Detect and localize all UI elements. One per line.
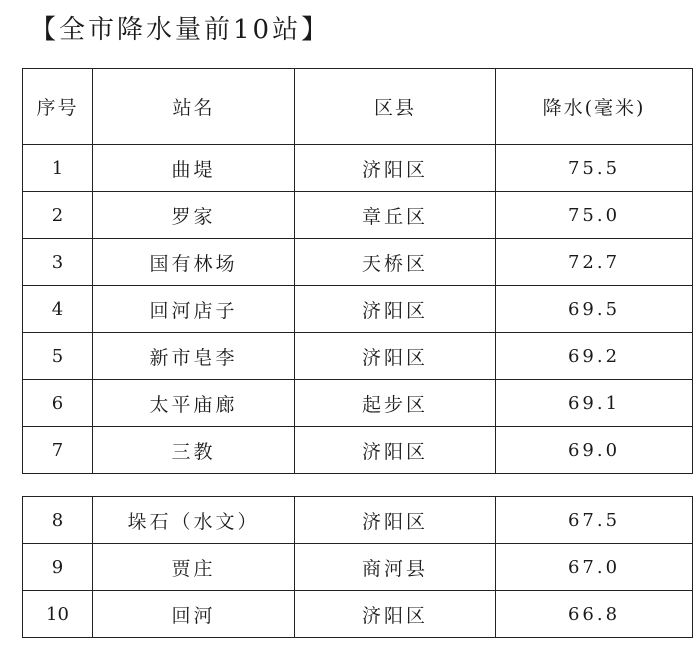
row-index: 1	[23, 145, 93, 192]
row-county: 济阳区	[295, 497, 496, 544]
page-title: 【全市降水量前10站】	[30, 15, 331, 45]
row-index: 3	[23, 239, 93, 286]
row-index: 4	[23, 286, 93, 333]
row-rainfall: 75.0	[496, 192, 693, 239]
row-station: 曲堤	[93, 145, 295, 192]
row-index: 9	[23, 544, 93, 591]
row-station: 国有林场	[93, 239, 295, 286]
row-index: 8	[23, 497, 93, 544]
table-row	[23, 145, 693, 192]
row-index: 5	[23, 333, 93, 380]
row-rainfall: 69.1	[496, 380, 693, 427]
row-county: 章丘区	[295, 192, 496, 239]
row-county: 天桥区	[295, 239, 496, 286]
rainfall-table-continued	[22, 496, 693, 638]
row-county: 济阳区	[295, 591, 496, 638]
table-row	[23, 497, 693, 544]
row-county: 济阳区	[295, 427, 496, 474]
row-index: 10	[23, 591, 93, 638]
row-rainfall: 75.5	[496, 145, 693, 192]
row-station: 罗家	[93, 192, 295, 239]
row-index: 7	[23, 427, 93, 474]
row-station: 新市皂李	[93, 333, 295, 380]
table-row	[23, 380, 693, 427]
row-county: 济阳区	[295, 333, 496, 380]
row-station: 太平庙廊	[93, 380, 295, 427]
row-station: 贾庄	[93, 544, 295, 591]
table-row	[23, 333, 693, 380]
row-rainfall: 72.7	[496, 239, 693, 286]
row-station: 垛石（水文）	[93, 497, 295, 544]
row-index: 6	[23, 380, 93, 427]
table-row	[23, 192, 693, 239]
row-station: 回河店子	[93, 286, 295, 333]
table-row	[23, 239, 693, 286]
row-station: 三教	[93, 427, 295, 474]
table-row	[23, 286, 693, 333]
row-county: 济阳区	[295, 286, 496, 333]
header-county: 区县	[295, 69, 496, 145]
row-rainfall: 69.0	[496, 427, 693, 474]
row-index: 2	[23, 192, 93, 239]
table-header-row	[23, 69, 693, 145]
header-station: 站名	[93, 69, 295, 145]
row-county: 济阳区	[295, 145, 496, 192]
row-rainfall: 67.0	[496, 544, 693, 591]
header-rainfall: 降水(毫米)	[496, 69, 693, 145]
row-rainfall: 69.2	[496, 333, 693, 380]
row-rainfall: 69.5	[496, 286, 693, 333]
rainfall-table	[22, 68, 693, 474]
row-rainfall: 66.8	[496, 591, 693, 638]
header-index: 序号	[23, 69, 93, 145]
table-row	[23, 427, 693, 474]
table-row	[23, 591, 693, 638]
row-county: 商河县	[295, 544, 496, 591]
row-rainfall: 67.5	[496, 497, 693, 544]
row-county: 起步区	[295, 380, 496, 427]
table-row	[23, 544, 693, 591]
row-station: 回河	[93, 591, 295, 638]
